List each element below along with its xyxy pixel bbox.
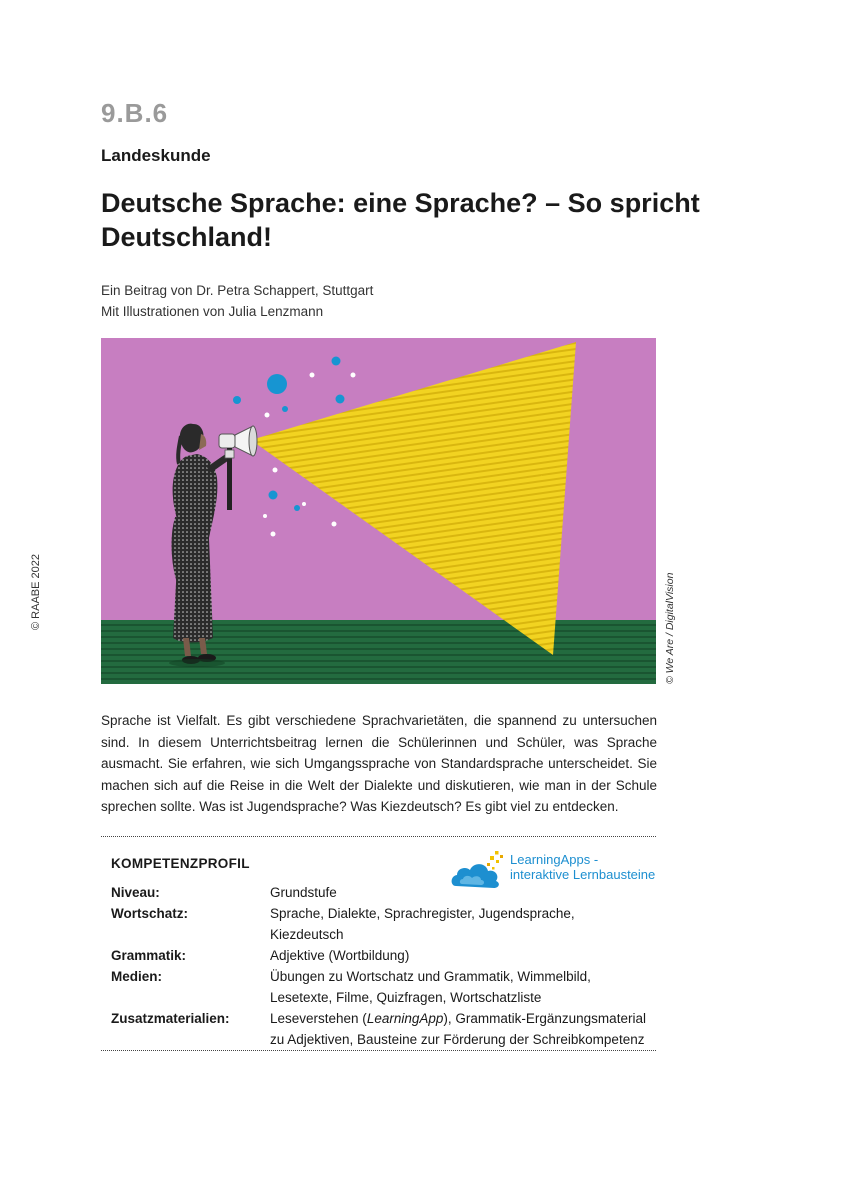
table-row xyxy=(111,966,651,1008)
profile-heading: KOMPETENZPROFIL xyxy=(111,856,250,871)
byline xyxy=(101,280,373,322)
row-value-niveau: Grundstufe xyxy=(270,885,337,900)
competence-profile-table xyxy=(111,882,651,1050)
photo-credit-vertical: © We Are / DigitalVision xyxy=(664,572,676,684)
learningapp-emphasis: LearningApp xyxy=(366,1011,444,1026)
section-number: 9.B.6 xyxy=(101,98,169,128)
value-text-pre: Leseverstehen ( xyxy=(270,1011,367,1026)
logo-line-1: LearningApps - xyxy=(510,852,599,867)
divider-top xyxy=(101,836,656,837)
row-label-niveau: Niveau: xyxy=(111,885,160,900)
value-text-post: ), Grammatik-Ergänzungsmaterial zu Adjektiven, Bausteine zur Förderung der Schreibkompetenz xyxy=(270,1011,646,1047)
row-value-grammatik: Adjektive (Wortbildung) xyxy=(270,948,410,963)
table-row xyxy=(111,945,651,966)
row-value-medien: Übungen zu Wortschatz und Grammatik, Wimmelbild, Lesetexte, Filme, Quizfragen, Wortschatzliste xyxy=(270,969,591,1005)
author-line: Ein Beitrag von Dr. Petra Schappert, Stuttgart xyxy=(101,283,374,298)
row-label-medien: Medien: xyxy=(111,969,163,984)
row-value-zusatzmaterialien xyxy=(270,1008,651,1050)
table-row xyxy=(111,1008,651,1050)
table-row xyxy=(111,903,651,945)
table-row xyxy=(111,882,651,903)
page-title: Deutsche Sprache: eine Sprache? – So spricht Deutschland! xyxy=(101,188,700,252)
hero-image xyxy=(101,338,656,684)
illustration-credit-line: Mit Illustrationen von Julia Lenzmann xyxy=(101,304,324,319)
row-label-zusatzmaterialien: Zusatzmaterialien: xyxy=(111,1011,230,1026)
divider-bottom xyxy=(101,1050,656,1051)
row-value-wortschatz: Sprache, Dialekte, Sprachregister, Jugendsprache, Kiezdeutsch xyxy=(270,906,575,942)
row-label-wortschatz: Wortschatz: xyxy=(111,906,189,921)
category-label: Landeskunde xyxy=(101,146,211,165)
intro-paragraph: Sprache ist Vielfalt. Es gibt verschiedene Sprachvarietäten, die spannend zu untersuchen sind. In diesem Unterrichtsbeitrag lernen die Schülerinnen und Schüler, was Sprache ausmacht. Sie erfahren, wie sich Umgangssprache von Standardsprache unterscheidet. Sie machen sich auf die Reise in die Welt der Dialekte und diskutieren, wie man in der Schule sprechen sollte. Was ist Jugendsprache? Was Kiezdeutsch? Es gibt viel zu entdecken. xyxy=(101,713,657,814)
learningapps-logo-text xyxy=(510,852,655,882)
row-label-grammatik: Grammatik: xyxy=(111,948,187,963)
copyright-vertical: © RAABE 2022 xyxy=(30,554,42,630)
logo-line-2: interaktive Lernbausteine xyxy=(510,867,656,882)
